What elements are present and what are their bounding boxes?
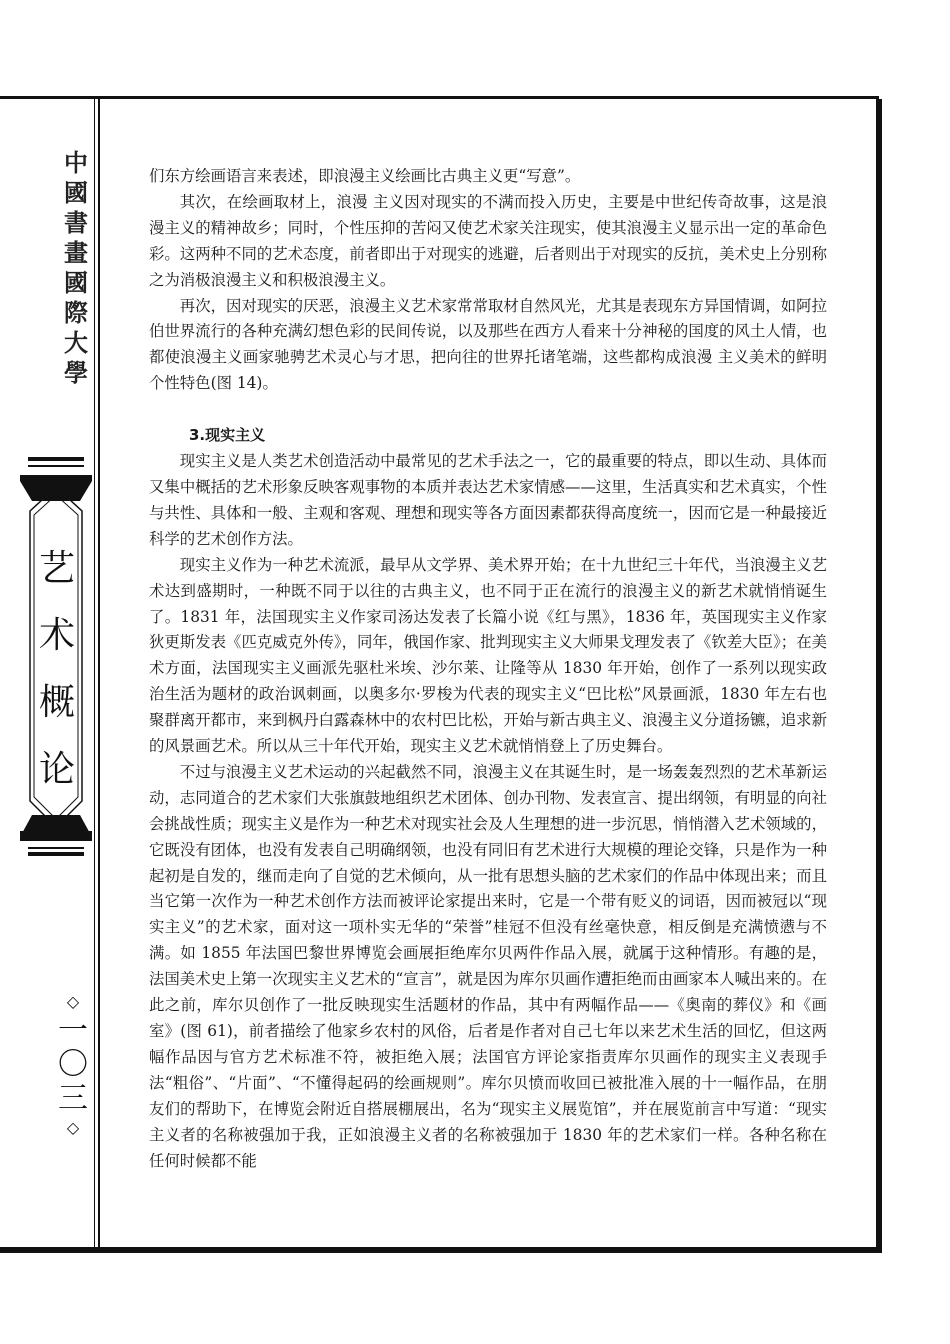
- school-name-char: 學: [64, 358, 88, 387]
- paragraph: 不过与浪漫主义艺术运动的兴起截然不同，浪漫主义在其诞生时，是一场轰轰烈烈的艺术革新运动，志同道合的艺术家们大张旗鼓地组织艺术团体、创办刊物、发表宣言、提出纲领，有明显的向社会挑战性质；现实主义是作为一种艺术对现实社会及人生理想的进一步沉思，悄悄潜入艺术领域的，它既没有团体，也没有发表自己明确纲领，也没有同旧有艺术进行大规模的理论交锋，只是作为一种起初是自发的，继而走向了自觉的艺术倾向，从一批有思想头脑的艺术家们的作品中体现出来；而且当它第一次作为一种艺术创作方法而被评论家提出来时，它是一个带有贬义的词语，因而被冠以“现实主义”的艺术家，面对这一项朴实无华的“荣誉”桂冠不但没有丝毫快意，相反倒是充满愤懑与不满。如 1855 年法国巴黎世界博览会画展拒绝库尔贝两件作品入展，就属于这种情形。有趣的是，法国美术史上第一次现实主义艺术的“宣言”，就是因为库尔贝画作遭拒绝而由画家本人喊出来的。在此之前，库尔贝创作了一批反映现实生活题材的作品，其中有两幅作品——《奥南的葬仪》和《画室》(图 61)，前者描绘了他家乡农村的风俗，后者是作者对自己七年以来艺术生活的回忆，但这两幅作品因与官方艺术标准不符，被拒绝入展；法国官方评论家指责库尔贝画作的现实主义表现手法“粗俗”、“片面”、“不懂得起码的绘画规则”。库尔贝愤而收回已被批准入展的十一幅作品，在朋友们的帮助下，在博览会附近自搭展棚展出，名为“现实主义展览馆”，并在展览前言中写道：“现实主义者的名称被强加于我，正如浪漫主义者的名称被强加于 1830 年的艺术家们一样。各种名称在任何时候都不能: [149, 762, 827, 1170]
- paragraph: 现实主义作为一种艺术流派，最早从文学界、美术界开始；在十九世纪三十年代，当浪漫主义艺术达到盛期时，一种既不同于以往的古典主义，也不同于正在流行的浪漫主义的新艺术就悄悄诞生了。1831 年，法国现实主义作家司汤达发表了长篇小说《红与黑》，1836 年，英国现实主义作家狄更斯发表《匹克威克外传》，同年，俄国作家、批判现实主义大师果戈理发表了《钦差大臣》；在美术方面，法国现实主义画派先驱杜米埃、沙尔莱、让隆等从 1830 年开始，创作了一系列以现实政治生活为题材的政治讽刺画，以奥多尔·罗梭为代表的现实主义“巴比松”风景画派，1830 年左右也聚群离开都市，来到枫丹白露森林中的农村巴比松，开始与新古典主义、浪漫主义分道扬镳，追求新的风景画艺术。所以从三十年代开始，现实主义艺术就悄悄登上了历史舞台。: [149, 555, 827, 756]
- school-name-char: 中: [64, 148, 88, 177]
- school-name-char: 際: [64, 298, 88, 327]
- diamond-icon: ◇: [66, 1118, 80, 1137]
- school-name-char: 書: [64, 208, 88, 237]
- page-number-digit: 三: [58, 1081, 88, 1116]
- paragraph: 再次，因对现实的厌恶，浪漫主义艺术家常常取材自然风光，尤其是表现东方异国情调，如阿拉伯世界流行的各种充满幻想色彩的民间传说，以及那些在西方人看来十分神秘的国度的风土人情，也都使浪漫主义画家驰骋艺术灵心与才思，把向往的世界托诸笔端，这些都构成浪漫 主义美术的鲜明个性特色(图 14)。: [149, 296, 827, 393]
- page-number-digit: 〇: [58, 1047, 88, 1082]
- school-name-vertical: [55, 148, 97, 388]
- book-title-vertical: [29, 535, 85, 803]
- page-number: [50, 990, 96, 1140]
- paragraph: 其次，在绘画取材上，浪漫 主义因对现实的不满而投入历史，主要是中世纪传奇故事，这是浪漫主义的精神故乡；同时，个性压抑的苦闷又使艺术家关注现实，使其浪漫主义显示出一定的革命色彩。这两种不同的艺术态度，前者即出于对现实的逃避，后者则出于对现实的反抗，美术史上分别称之为消极浪漫主义和积极浪漫主义。: [149, 192, 827, 289]
- school-name-char: 國: [64, 268, 88, 297]
- sidebar-divider: [98, 96, 100, 1247]
- body-text: [149, 164, 827, 1174]
- book-title-char: 论: [38, 749, 75, 790]
- page-number-digit: 一: [58, 1013, 88, 1048]
- book-title-char: 术: [38, 615, 75, 656]
- paragraph: 们东方绘画语言来表述，即浪漫主义绘画比古典主义更“写意”。: [149, 167, 581, 185]
- paragraph: 现实主义是人类艺术创造活动中最常见的艺术手法之一，它的最重要的特点，即以生动、具体而又集中概括的艺术形象反映客观事物的本质并表达艺术家情感——这里，生活真实和艺术真实，个性与共性、具体和一般、主观和客观、理想和现实等各方面因素都获得高度统一，因而它是一种最接近科学的艺术创作方法。: [149, 452, 827, 548]
- book-title-char: 艺: [38, 548, 75, 589]
- section-heading: 3.现实主义: [189, 426, 266, 445]
- diamond-icon: ◇: [66, 992, 80, 1011]
- school-name-char: 國: [64, 178, 88, 207]
- school-name-char: 畫: [64, 238, 88, 267]
- school-name-char: 大: [64, 328, 88, 357]
- book-title-char: 概: [38, 682, 75, 723]
